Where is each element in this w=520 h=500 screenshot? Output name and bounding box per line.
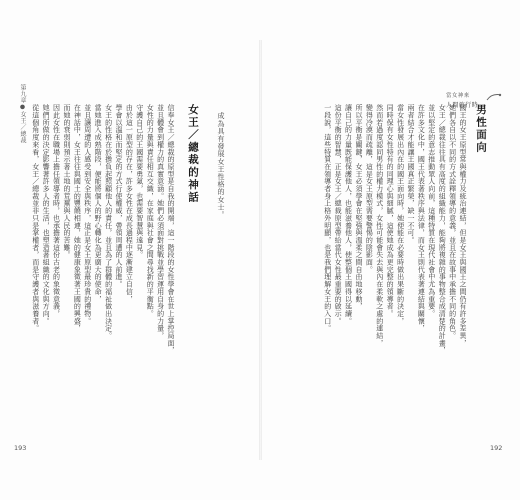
right-page-number: 192 <box>490 444 503 452</box>
right-section-heading: 男性面向 <box>475 104 487 154</box>
left_page-column: 在神話中，女王往往與國土的豐饒相連，她的健康象徵著王國的興盛， <box>73 104 82 332</box>
right_page-column: 同時保有女性特有的同理心與細膩，這使她成為更完整的領導者。 <box>386 104 395 318</box>
right_page-column: 這份平衡的智慧，正是女王／總裁原型帶給當代女性最重要的啟示。 <box>334 104 343 325</box>
left-page <box>10 64 258 444</box>
left_page-column: 女性的力量與責任相互交織，在家庭與社會之間尋找新的平衡點。 <box>146 104 155 318</box>
logo-line-1: 當女神來 <box>446 93 470 99</box>
left-section-heading: 女王／總裁的神話 <box>187 104 199 204</box>
left-page-number: 193 <box>14 444 27 452</box>
left_page-column: 女王的性格在於擔負起照顧他人的責任，並且為了群體的福祉做出決定。 <box>104 104 113 340</box>
right_page-column: 並以堅定的意志推動眾人向前，這種特質在現代社會中尤為重要。 <box>427 104 436 318</box>
left-subtitle: 成為具有發展女王性格的女士。 <box>217 112 225 219</box>
right_page-column: 國王的女王原型常與權力及統治連結，但是女王與國王之間仍有許多差異， <box>459 104 467 347</box>
left_page-column: 由於這一原型的存在，許多女性在成長過程中逐漸建立自信， <box>125 104 134 303</box>
right_page-column: 在許多文化中，國王代表著秩序與法律，而女王則代表著連結與關懷， <box>417 104 426 332</box>
left_page-column: 並且讓周遭的人感受到安全與秩序，這正是女王原型最珍貴的禮物。 <box>83 104 92 325</box>
left-body-text <box>31 104 176 434</box>
left_page-column: 從這個角度來看，女王／總裁並非只是掌權者，而是守護者與滋養者。 <box>31 104 40 332</box>
left_page-column: 學會以溫和而堅定的方式行使權威，帶領周遭的人前進。 <box>114 104 123 288</box>
left_page-column: 守護自己的王國需要勇氣，也需要智慧與遠見。 <box>135 104 144 259</box>
left_page-column: 當她進入成熟階段，便能將個人的野心轉化為更廣大的使命， <box>94 104 103 303</box>
left_page-column: 因此女性在職場上擔任領導者時，也承擔著這份古老的象徵意義， <box>52 104 61 318</box>
right_page-column: 兩者結合才能讓王國真正繁榮，缺一不可。 <box>406 104 415 244</box>
right_page-column: 變得冷漠而疏離，這是女王原型需要警惕的陰影面。 <box>365 104 374 274</box>
right-page <box>264 64 510 444</box>
logo-line-2: 人間旅行時 <box>446 102 479 109</box>
series-logo <box>444 90 504 112</box>
right-body-text <box>268 104 468 434</box>
gutter <box>259 40 262 460</box>
right_page-column: 一段說，這些特質在領導者身上格外明顯，也是我們理解女王的入口。 <box>323 104 332 332</box>
right_page-column: 女王／總裁往往具有高度的組織能力，能夠將複雜的事物整合成清楚的計畫， <box>438 104 447 354</box>
right_page-column: 然而若過度認同男性的權力模式，女性可能會失去與內在柔軟之處的連結， <box>375 104 384 347</box>
right_page-column: 讓自己的力量既能保護他人，也能滋養他人，使整個王國得以延續。 <box>344 104 353 325</box>
left_page-column: 並且體會到權力的真實意涵。她們必須面對挑戰並學習運用自身的力量， <box>156 104 165 340</box>
chapter-label: 第九章●女王／總裁 <box>19 84 26 144</box>
left_page-column: 她們所做的決定影響著許多人的生活，也塑造著組織的文化與方向。 <box>42 104 51 325</box>
right_page-column: 她們各自以不同的方式詮釋領導的意義，並且在故事中承擔不同的角色。 <box>448 104 457 340</box>
right_page-column: 所以平衡是關鍵，女王必須學會在堅強與溫柔之間自由地移動， <box>354 104 363 310</box>
left_page-column: 而她的衰弱則預示著土地的荒蕪與人民的苦難。 <box>62 104 71 259</box>
swoosh-icon <box>486 92 502 102</box>
left_page-column: 信奉女王／總裁的原型是自我的開端，這一階段的女性學會在世上掌控局面， <box>167 104 175 354</box>
right_page-column: 當女性發展出內在的國王面向時，她便能在必要時做出果斷的決定， <box>396 104 405 325</box>
